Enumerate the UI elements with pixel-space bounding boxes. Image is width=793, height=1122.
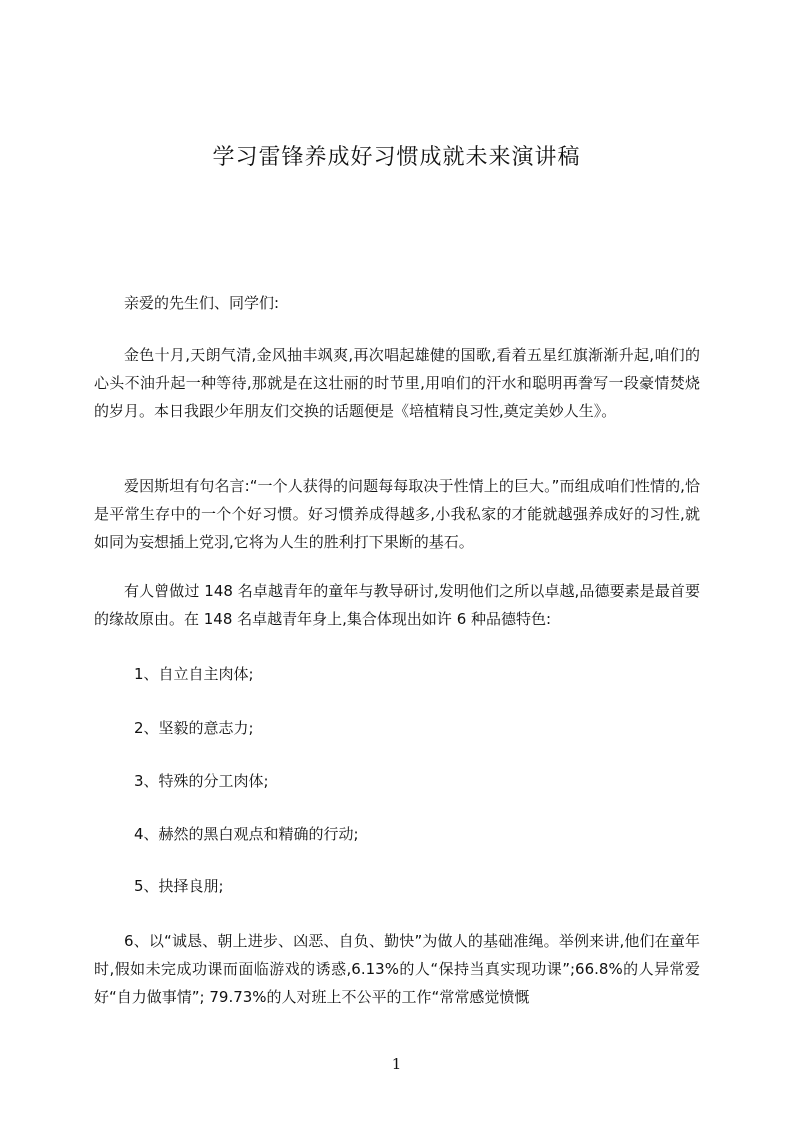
paragraph-einstein: 爱因斯坦有句名言:“一个人获得的问题每每取决于性情上的巨大。”而组成咱们性情的,恰是平常生存中的一个个好习惯。好习惯养成得越多,小我私家的才能就越强养成好的习性,就如同为妄想插上党羽,它将为人生的胜利打下果断的基石。 xyxy=(94,477,700,551)
paragraph-trait-6: 6、以“诚恳、朝上进步、凶恶、自负、勤快”为做人的基础准绳。举例来讲,他们在童年时,假如未完成功课而面临游戏的诱惑,6.13%的人“保持当真实现功课”;66.8%的人异常爱好“自力做事情”; 79.73%的人对班上不公平的工作“常常感觉愤慨 xyxy=(94,932,700,1006)
trait-item: 4、赫然的黑白观点和精确的行动; xyxy=(134,825,359,843)
paragraph-autumn: 金色十月,天朗气清,金风抽丰飒爽,再次唱起雄健的国歌,看着五星红旗渐渐升起,咱们的心头不油升起一种等待,那就是在这壮丽的时节里,用咱们的汗水和聪明再誊写一段豪情焚烧的岁月。本日我跟少年朋友们交换的话题便是《培植精良习性,奠定美妙人生》。 xyxy=(94,346,700,420)
trait-item: 2、坚毅的意志力; xyxy=(134,719,254,737)
document-title: 学习雷锋养成好习惯成就未来演讲稿 xyxy=(212,145,581,170)
page-number: 1 xyxy=(391,1055,402,1073)
trait-item: 1、自立自主肉体; xyxy=(134,665,254,683)
trait-item: 5、抉择良朋; xyxy=(134,877,224,895)
greeting: 亲爱的先生们、同学们: xyxy=(124,294,280,312)
trait-item: 3、特殊的分工肉体; xyxy=(134,772,269,790)
paragraph-research: 有人曾做过 148 名卓越青年的童年与教导研讨,发明他们之所以卓越,品德要素是最首要的缘故原由。在 148 名卓越青年身上,集合体现出如许 6 种品德特色: xyxy=(94,582,700,628)
